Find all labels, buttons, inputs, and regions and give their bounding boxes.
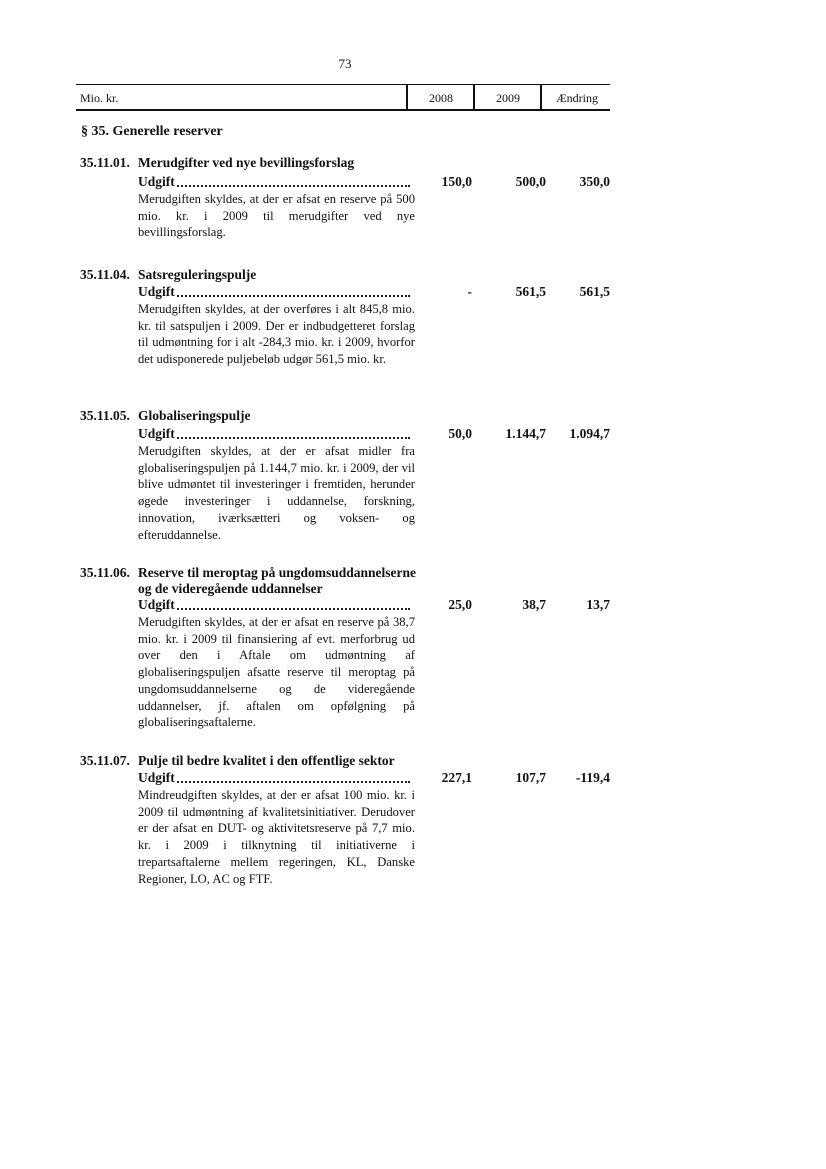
value-2008: - [467,284,472,299]
unit-label: Mio. kr. [80,91,119,105]
value-2008: 150,0 [441,174,472,189]
entry-title: Satsreguleringspulje [138,267,257,282]
udgift-row [138,426,410,443]
value-change: -119,4 [575,770,610,785]
page-number: 73 [338,56,352,71]
entry-description: Merudgiften skyldes, at der overføres i alt 845,8 mio. kr. til satspuljen i 2009. Der er indbudgetteret forslag til udmøntning for i alt -284,3 mio. kr. i 2009, hvorfor det udisponerede puljebeløb udgør 561,5 mio. kr. [138,302,415,367]
entry-description: Merudgiften skyldes, at der er afsat midler fra globaliseringspuljen på 1.144,7 mio. kr. i 2009, der vil blive udmøntet til investeringer i fremtiden, herunder øgede investeringer i uddannelse, forskning, innovation, iværksætteri og voksen- og efteruddannelse. [138,444,415,542]
udgift-label: Udgift [138,174,175,189]
entry-code: 35.11.04. [80,267,130,282]
entry-code: 35.11.01. [80,155,130,170]
table-header [76,84,610,111]
entry-title: Pulje til bedre kvalitet i den offentlige sektor [138,753,395,768]
section-title: § 35. Generelle reserver [81,124,223,139]
entry-code: 35.11.06. [80,565,130,580]
column-header-2009: 2009 [473,85,541,109]
value-2008: 227,1 [441,770,472,785]
udgift-label: Udgift [138,597,175,612]
entry-title: Globaliseringspulje [138,408,251,423]
entry-title: Merudgifter ved nye bevillingsforslag [138,155,355,170]
udgift-row [138,597,410,614]
entry-description: Merudgiften skyldes, at der er afsat en reserve på 38,7 mio. kr. i 2009 til finansiering af evt. merforbrug ud over den i Aftale om udmøntning af globaliseringspuljen afsatte reserve til meroptag på ungdomsuddannelserne og de videregående uddannelser, jf. aftalen om opfølgning på globaliseringsaftalerne. [138,615,415,730]
value-2009: 107,7 [515,770,546,785]
dot-leader [138,185,410,187]
entry-title: Reserve til meroptag på ungdomsuddannelserne og de videregående uddannelser [138,565,417,596]
value-2009: 500,0 [515,174,546,189]
dot-leader [138,437,410,439]
dot-leader [138,295,410,297]
entry-code: 35.11.07. [80,753,130,768]
value-2009: 38,7 [522,597,546,612]
entry-code: 35.11.05. [80,408,130,423]
value-2008: 50,0 [448,426,472,441]
udgift-label: Udgift [138,284,175,299]
udgift-row [138,284,410,301]
column-header-change: Ændring [540,85,612,109]
dot-leader [138,781,410,783]
value-change: 13,7 [586,597,610,612]
value-2008: 25,0 [448,597,472,612]
value-change: 1.094,7 [569,426,610,441]
udgift-row [138,770,410,787]
udgift-row [138,174,410,191]
value-2009: 1.144,7 [505,426,546,441]
udgift-label: Udgift [138,770,175,785]
value-2009: 561,5 [515,284,546,299]
value-change: 561,5 [579,284,610,299]
entry-description: Merudgiften skyldes, at der er afsat en reserve på 500 mio. kr. i 2009 til merudgifter ved nye bevillingsforslag. [138,192,415,240]
dot-leader [138,608,410,610]
value-change: 350,0 [579,174,610,189]
udgift-label: Udgift [138,426,175,441]
entry-description: Mindreudgiften skyldes, at der er afsat 100 mio. kr. i 2009 til udmøntning af kvalitetsinitiativer. Derudover er der afsat en DUT- og aktivitetsreserve på 7,7 mio. kr. i 2009 i tilknytning til initiativerne i trepartsaftalerne mellem regeringen, KL, Danske Regioner, LO, AC og FTF. [138,788,415,886]
column-header-2008: 2008 [406,85,474,109]
